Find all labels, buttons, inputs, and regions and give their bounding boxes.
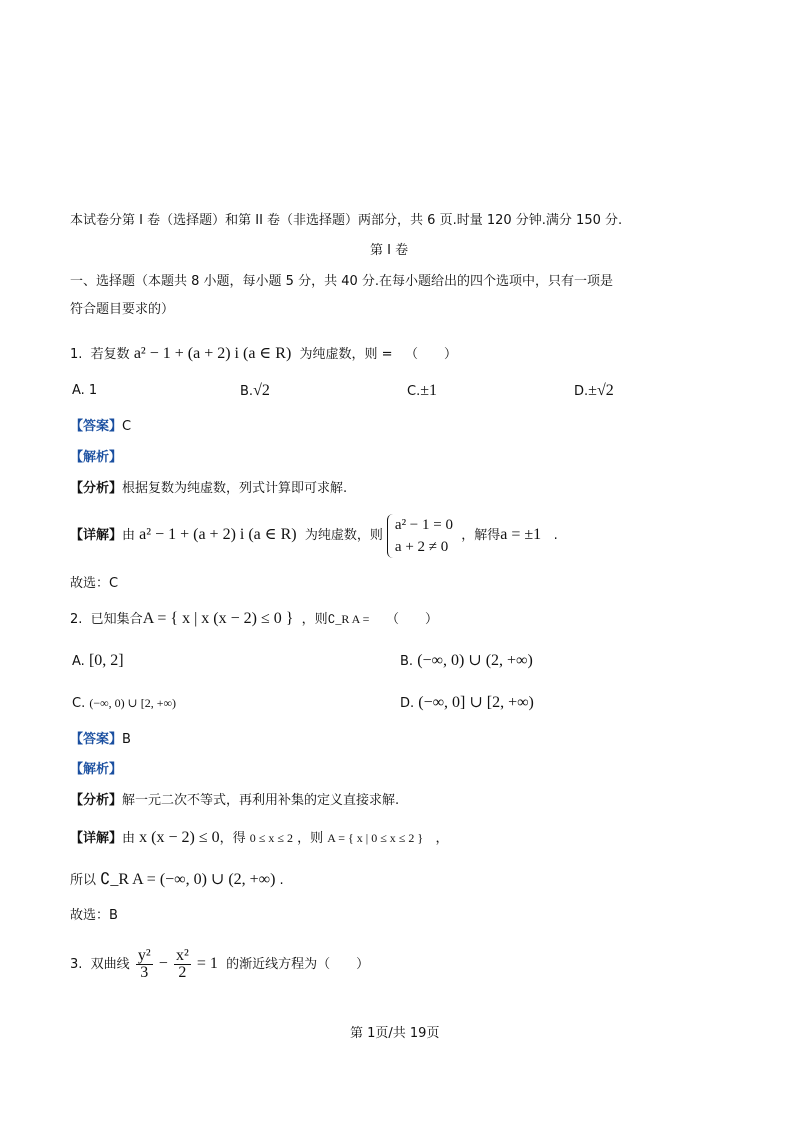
question-text: 为纯虚数，则 = [299, 347, 393, 362]
final-choice: 故选：C [70, 576, 119, 591]
math-expression: a² − 1 + (a + 2) i (a ∈ R) [133, 345, 292, 362]
fraction: $\frac{\text{x²}}{2}$ [175, 947, 189, 981]
option-a: A. 1 [72, 383, 98, 398]
page-footer: 第 1页/共 19页 [350, 1026, 440, 1041]
fenxi-line [70, 479, 347, 499]
question-number: 2. [70, 612, 83, 627]
option-c: C.±1 [407, 382, 437, 399]
question-2-stem: 2. 已知集合A = { x | x (x − 2) ≤ 0 } ，则∁_R A = （ ） [70, 610, 438, 627]
option-d: D.±√2 [574, 382, 614, 399]
math-expression: a² − 1 + (a + 2) i (a ∈ R) [139, 526, 297, 543]
math-expression: ∁_R A = (−∞, 0) ∪ (2, +∞) [100, 871, 276, 888]
math-expression: A = { x | x (x − 2) ≤ 0 } [142, 610, 294, 627]
question-text: 若复数 [90, 347, 130, 362]
math-expression: a = ±1 [500, 526, 542, 543]
answer-value: B [122, 732, 131, 747]
fenxi-text: 根据复数为纯虚数，列式计算即可求解. [122, 481, 348, 496]
math-expression: ∁_R A = [327, 612, 370, 626]
section-title: 第 I 卷 [370, 243, 409, 258]
intro-text: 本试卷分第 I 卷（选择题）和第 II 卷（非选择题）两部分，共 6 页.时量 120 分钟.满分 150 分. [70, 213, 623, 228]
fenxi-tag: 【分析】 [70, 793, 123, 808]
conclusion-line: 所以 ∁_R A = (−∞, 0) ∪ (2, +∞) . [70, 871, 284, 888]
option-b: B.√2 [240, 382, 270, 399]
part1-heading: 一、选择题（本题共 8 小题，每小题 5 分，共 40 分.在每小题给出的四个选项中，只有一项是 [70, 274, 614, 289]
analysis-tag: 【解析】 [70, 762, 123, 777]
fenxi-tag: 【分析】 [70, 481, 123, 496]
analysis-tag: 【解析】 [70, 450, 123, 465]
question-number: 3. [70, 957, 83, 972]
answer-tag: 【答案】 [70, 732, 123, 747]
xiangjie-line: 【详解】由 a² − 1 + (a + 2) i (a ∈ R) 为纯虚数，则 a² − 1 = 0 a + 2 ≠ 0 ，解得a = ±1 . [70, 513, 558, 558]
answer-value: C [122, 419, 132, 434]
equation-system: a² − 1 = 0 a + 2 ≠ 0 [385, 514, 453, 558]
math-expression: ±√2 [588, 382, 614, 399]
option-d: D. (−∞, 0] ∪ [2, +∞) [400, 694, 534, 711]
xiangjie-tag: 【详解】 [70, 528, 123, 543]
option-a: A. [0, 2] [72, 652, 124, 669]
answer-tag: 【答案】 [70, 419, 123, 434]
question-1-stem [70, 344, 457, 365]
answer-paren: （ ） [385, 612, 438, 627]
math-expression: √2 [253, 382, 270, 399]
xiangjie-tag: 【详解】 [70, 831, 123, 846]
fenxi-line [70, 791, 399, 811]
math-expression: ±1 [420, 382, 437, 399]
part1-heading-cont: 符合题目要求的） [70, 302, 175, 317]
answer-line [70, 730, 131, 750]
xiangjie-line: 【详解】由 x (x − 2) ≤ 0，得 0 ≤ x ≤ 2 ，则 A = { x | 0 ≤ x ≤ 2 } ， [70, 829, 449, 846]
question-3-stem: 3. 双曲线 $\frac{\text{y²}}{3}$ − $\frac{\text{x²}}{2}$ = 1 的渐近线方程为（ ） [70, 947, 370, 981]
question-number: 1. [70, 347, 83, 362]
answer-line [70, 417, 131, 437]
fenxi-text: 解一元二次不等式，再利用补集的定义直接求解. [122, 793, 400, 808]
option-c: C. (−∞, 0) ∪ [2, +∞) [72, 696, 177, 711]
option-b: B. (−∞, 0) ∪ (2, +∞) [400, 652, 533, 669]
fraction: $\frac{\text{y²}}{3}$ [137, 947, 151, 981]
final-choice: 故选：B [70, 908, 118, 923]
answer-paren: （ ） [404, 347, 457, 362]
